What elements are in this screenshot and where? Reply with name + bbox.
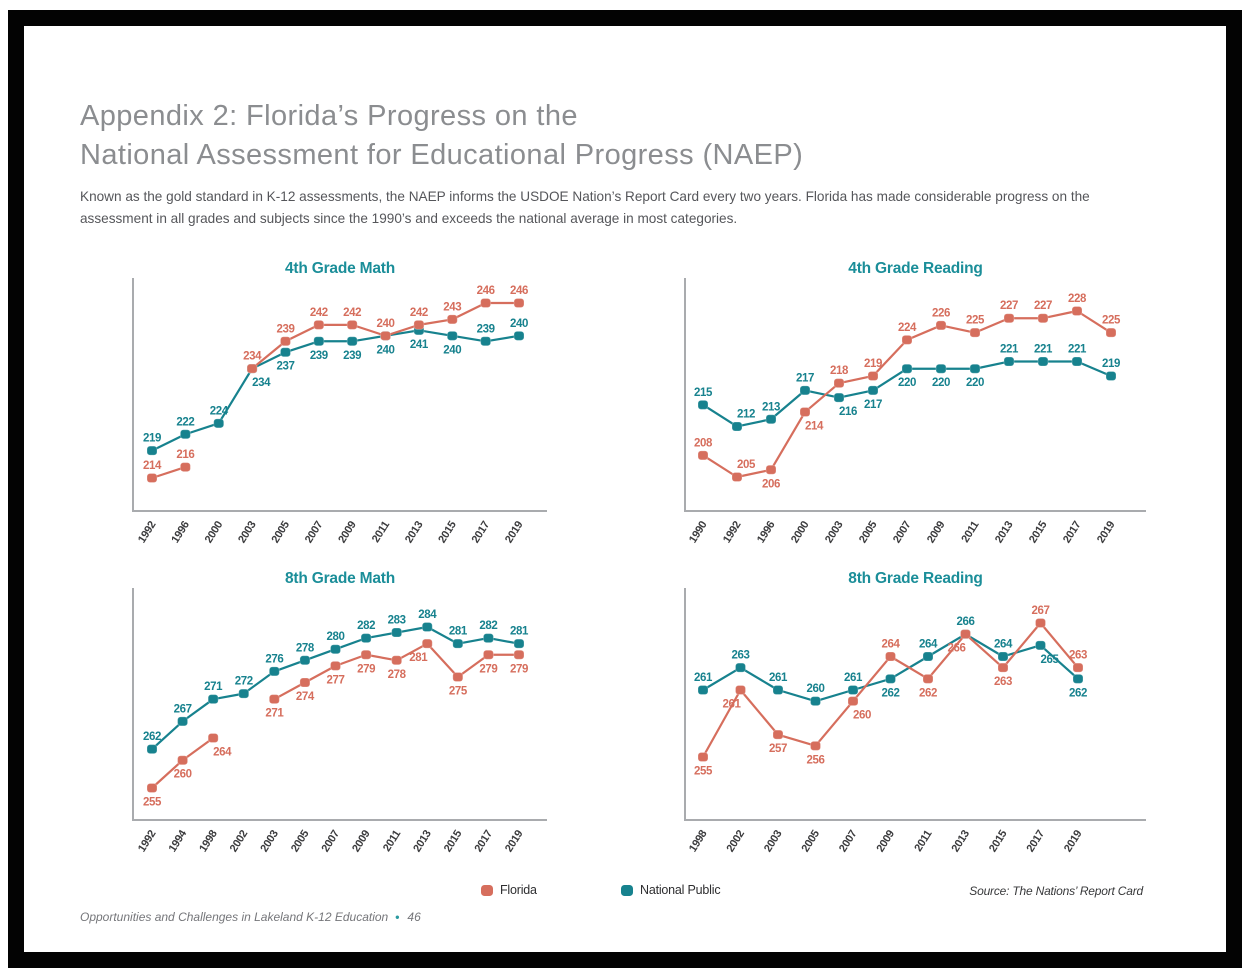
value-label: 225 (966, 314, 984, 327)
source-note: Source: The Nations’ Report Card (969, 884, 1143, 898)
data-point (269, 667, 279, 676)
value-label: 278 (387, 668, 406, 681)
value-label: 274 (295, 691, 314, 704)
legend-item-national-public (621, 883, 720, 897)
data-point (178, 756, 188, 765)
data-point (936, 364, 946, 373)
value-label: 242 (309, 306, 328, 319)
value-label: 221 (1068, 343, 1086, 356)
data-point (381, 331, 391, 340)
x-tick-label: 2011 (381, 828, 404, 854)
value-label: 281 (409, 652, 428, 665)
value-label: 262 (919, 687, 937, 700)
value-label: 219 (143, 432, 161, 445)
value-label: 264 (213, 746, 232, 759)
data-point (1004, 314, 1014, 323)
value-label: 279 (510, 663, 528, 676)
data-point (1038, 314, 1048, 323)
data-point (923, 674, 933, 683)
value-label: 267 (173, 703, 192, 716)
data-point (178, 717, 188, 726)
data-point (868, 386, 878, 395)
data-point (766, 465, 776, 474)
value-label: 261 (722, 698, 741, 711)
x-tick-label: 1996 (755, 519, 778, 546)
value-label: 237 (276, 360, 295, 373)
chart-4th-grade-math (110, 251, 562, 563)
data-point (1036, 619, 1046, 628)
data-point (902, 335, 912, 344)
x-tick-label: 2005 (288, 828, 312, 855)
data-point (970, 364, 980, 373)
value-label: 263 (994, 676, 1012, 689)
chart-title: 4th Grade Reading (848, 260, 983, 277)
value-label: 220 (966, 377, 984, 390)
data-point (300, 656, 310, 665)
value-label: 215 (694, 386, 712, 399)
value-label: 260 (173, 768, 192, 781)
value-label: 212 (737, 408, 755, 421)
value-label: 216 (839, 406, 857, 419)
value-label: 265 (1040, 653, 1059, 666)
value-label: 224 (209, 405, 228, 418)
x-tick-label: 2017 (1061, 519, 1084, 546)
legend-item-florida (481, 883, 537, 897)
value-label: 218 (830, 365, 848, 378)
data-point (848, 686, 858, 695)
x-tick-label: 2009 (925, 519, 948, 546)
value-label: 260 (853, 709, 871, 722)
data-point (392, 656, 402, 665)
x-tick-label: 2013 (993, 519, 1016, 546)
data-point (834, 393, 844, 402)
x-tick-label: 2005 (799, 828, 823, 855)
value-label: 264 (919, 638, 937, 651)
value-label: 219 (864, 357, 882, 370)
x-tick-label: 2003 (762, 828, 785, 855)
data-point (392, 628, 402, 637)
value-label: 206 (762, 478, 780, 491)
value-label: 262 (881, 687, 900, 700)
value-label: 264 (994, 638, 1012, 651)
data-point (483, 634, 493, 643)
x-tick-label: 2013 (411, 828, 434, 855)
data-point (936, 321, 946, 330)
value-label: 234 (243, 350, 262, 363)
data-point (481, 299, 491, 308)
x-tick-label: 2002 (724, 828, 748, 855)
data-point (361, 650, 371, 659)
florida-series-swatch (481, 885, 493, 896)
value-label: 262 (143, 731, 161, 744)
value-label: 239 (276, 323, 295, 336)
data-point (1072, 357, 1082, 366)
data-point (868, 371, 878, 380)
legend-label: National Public (640, 883, 721, 897)
value-label: 279 (357, 663, 376, 676)
value-label: 271 (265, 707, 284, 720)
data-point (147, 745, 157, 754)
x-tick-label: 2019 (503, 828, 526, 855)
x-tick-label: 1992 (721, 519, 744, 546)
x-tick-label: 1998 (687, 828, 710, 855)
x-tick-label: 2013 (402, 519, 426, 546)
data-point (811, 697, 821, 706)
data-point (483, 650, 493, 659)
data-point (834, 379, 844, 388)
data-point (208, 734, 218, 743)
series-florida (143, 285, 528, 483)
value-label: 263 (1069, 649, 1087, 662)
value-label: 246 (476, 285, 495, 297)
data-point (886, 652, 896, 661)
data-point (214, 419, 224, 428)
x-tick-label: 2011 (912, 828, 935, 854)
x-tick-label: 1990 (687, 519, 710, 546)
data-point (453, 672, 463, 681)
data-point (447, 331, 457, 340)
value-label: 240 (376, 317, 395, 330)
value-label: 221 (1034, 343, 1052, 356)
value-label: 240 (443, 344, 462, 357)
x-tick-label: 2003 (236, 519, 259, 546)
value-label: 276 (265, 653, 284, 666)
x-tick-label: 2017 (472, 828, 495, 855)
value-label: 281 (448, 625, 467, 638)
x-tick-label: 2005 (269, 519, 292, 546)
data-point (1004, 357, 1014, 366)
value-label: 255 (143, 796, 161, 809)
data-point (698, 686, 708, 695)
chart-8th-grade-math (110, 561, 562, 873)
data-point (732, 473, 742, 482)
value-label: 240 (376, 344, 395, 357)
value-label: 219 (1102, 357, 1120, 370)
data-point (1073, 674, 1083, 683)
data-point (998, 652, 1008, 661)
value-label: 272 (234, 675, 253, 688)
value-label: 234 (252, 377, 271, 390)
value-label: 220 (898, 377, 916, 390)
chart-4th-grade-reading (668, 251, 1162, 563)
x-tick-label: 2009 (350, 828, 373, 855)
data-point (1036, 641, 1046, 650)
series-national-public (694, 344, 1120, 431)
data-point (414, 320, 424, 329)
data-point (180, 463, 190, 472)
data-point (447, 315, 457, 324)
footer-dot: • (395, 910, 400, 924)
data-point (732, 422, 742, 431)
value-label: 243 (443, 301, 462, 314)
data-point (269, 695, 279, 704)
value-label: 281 (510, 625, 528, 638)
data-point (1072, 307, 1082, 316)
x-tick-label: 2003 (823, 519, 846, 546)
data-point (970, 328, 980, 337)
x-tick-label: 2015 (987, 828, 1010, 855)
value-label: 224 (898, 321, 916, 334)
data-point (773, 686, 783, 695)
value-label: 239 (309, 349, 328, 362)
x-tick-label: 2017 (1024, 828, 1048, 855)
value-label: 222 (176, 416, 195, 429)
value-label: 257 (769, 743, 787, 756)
x-tick-label: 2003 (258, 828, 281, 855)
value-label: 267 (1031, 605, 1050, 617)
x-tick-label: 2019 (1062, 828, 1085, 855)
x-tick-label: 2007 (837, 828, 860, 855)
data-point (1073, 663, 1083, 672)
value-label: 225 (1102, 314, 1120, 327)
data-point (514, 650, 524, 659)
value-label: 284 (418, 609, 437, 621)
intro-paragraph: Known as the gold standard in K-12 assessments, the NAEP informs the USDOE Nation’s Report Card every two years. Florida has made considerable progress on the assessment in all grades and subjects since the 1990’s and exceeds the national average in most categories. (80, 189, 1090, 226)
chart-canvas (668, 251, 1162, 563)
x-tick-label: 2007 (302, 519, 326, 546)
data-point (736, 663, 746, 672)
data-point (280, 337, 290, 346)
data-point (773, 730, 783, 739)
x-tick-label: 2007 (891, 519, 914, 546)
value-label: 208 (694, 437, 712, 450)
x-tick-label: 1992 (136, 519, 159, 546)
value-label: 279 (479, 663, 498, 676)
x-tick-label: 2009 (874, 828, 898, 855)
x-tick-label: 2013 (949, 828, 973, 855)
value-label: 241 (409, 338, 428, 351)
chart-canvas (110, 561, 562, 873)
data-point (902, 364, 912, 373)
data-point (800, 408, 810, 417)
value-label: 221 (1000, 343, 1018, 356)
data-point (147, 474, 157, 483)
value-label: 266 (956, 616, 975, 629)
value-label: 242 (343, 306, 362, 319)
x-tick-label: 2019 (503, 519, 526, 546)
data-point (886, 674, 896, 683)
value-label: 266 (947, 642, 966, 655)
x-tick-label: 1994 (166, 828, 190, 855)
value-label: 261 (844, 672, 862, 684)
value-label: 283 (387, 614, 406, 627)
value-label: 228 (1068, 293, 1086, 305)
data-point (147, 446, 157, 455)
data-point (180, 430, 190, 439)
data-point (1038, 357, 1048, 366)
value-label: 261 (694, 672, 712, 684)
x-tick-label: 2002 (227, 828, 251, 855)
footer-text: Opportunities and Challenges in Lakeland K-12 Education (80, 910, 389, 924)
data-point (314, 320, 324, 329)
data-point (481, 337, 491, 346)
chart-title: 8th Grade Math (284, 570, 396, 587)
series-florida (143, 639, 528, 808)
value-label: 262 (1069, 687, 1087, 700)
value-label: 239 (343, 349, 362, 362)
value-label: 214 (805, 420, 823, 433)
value-label: 240 (510, 317, 528, 330)
data-point (1106, 328, 1116, 337)
chart-canvas (668, 561, 1162, 873)
value-label: 217 (796, 372, 814, 385)
value-label: 282 (357, 620, 376, 633)
page-number: 46 (407, 910, 421, 924)
data-point (331, 661, 341, 670)
x-tick-label: 2011 (369, 519, 393, 545)
data-point (422, 639, 432, 648)
data-point (1106, 371, 1116, 380)
data-point (998, 663, 1008, 672)
page-title-line2: National Assessment for Educational Progress (NAEP) (80, 139, 804, 171)
data-point (300, 678, 310, 687)
x-tick-label: 2017 (469, 519, 493, 546)
series-line (152, 330, 519, 450)
value-label: 277 (326, 674, 345, 687)
value-label: 216 (176, 449, 195, 462)
x-tick-label: 2005 (857, 519, 880, 546)
x-tick-label: 2015 (441, 828, 465, 855)
data-point (811, 741, 821, 750)
legend-label: Florida (500, 883, 537, 897)
data-point (514, 639, 524, 648)
value-label: 220 (932, 377, 950, 390)
x-tick-label: 2000 (202, 519, 226, 546)
data-point (347, 320, 357, 329)
data-point (208, 695, 218, 704)
x-tick-label: 2019 (1095, 519, 1118, 546)
x-tick-label: 2000 (789, 519, 812, 546)
data-point (361, 634, 371, 643)
value-label: 227 (1000, 300, 1018, 313)
chart-title: 8th Grade Reading (848, 570, 983, 587)
value-label: 246 (510, 285, 528, 297)
value-label: 264 (881, 638, 900, 651)
data-point (453, 639, 463, 648)
value-label: 261 (769, 672, 787, 684)
value-label: 255 (694, 765, 712, 778)
page-title-line1: Appendix 2: Florida’s Progress on the (80, 100, 578, 132)
data-point (422, 623, 432, 632)
x-tick-label: 2015 (436, 519, 459, 546)
value-label: 280 (326, 631, 345, 644)
x-tick-label: 1998 (197, 828, 220, 855)
data-point (698, 753, 708, 762)
value-label: 227 (1034, 300, 1052, 313)
data-point (247, 364, 257, 373)
chart-canvas (110, 251, 562, 563)
data-point (347, 337, 357, 346)
x-tick-label: 2011 (959, 519, 982, 545)
page-title (80, 97, 803, 175)
data-point (766, 415, 776, 424)
chart-title: 4th Grade Math (284, 260, 396, 277)
value-label: 205 (737, 459, 755, 471)
data-point (961, 630, 971, 639)
value-label: 214 (143, 460, 161, 472)
page-footer (80, 910, 421, 924)
value-label: 217 (864, 398, 882, 411)
data-point (698, 400, 708, 409)
series-national-public (143, 318, 528, 455)
x-tick-label: 1996 (169, 519, 192, 546)
value-label: 278 (295, 642, 314, 655)
value-label: 242 (409, 306, 428, 319)
data-point (800, 386, 810, 395)
x-tick-label: 2007 (319, 828, 343, 855)
data-point (239, 689, 249, 698)
data-point (736, 686, 746, 695)
x-tick-label: 2015 (1027, 519, 1050, 546)
value-label: 263 (731, 649, 750, 662)
national-public-series-swatch (621, 885, 633, 896)
value-label: 256 (806, 754, 825, 767)
chart-8th-grade-reading (668, 561, 1162, 873)
series-florida (694, 293, 1121, 490)
value-label: 226 (932, 307, 950, 320)
data-point (848, 697, 858, 706)
data-point (314, 337, 324, 346)
value-label: 275 (448, 685, 467, 698)
value-label: 271 (204, 681, 223, 694)
data-point (698, 451, 708, 460)
x-tick-label: 1992 (136, 828, 159, 855)
x-tick-label: 2009 (336, 519, 359, 546)
value-label: 239 (476, 323, 495, 336)
data-point (147, 784, 157, 793)
data-point (331, 645, 341, 654)
value-label: 213 (762, 401, 780, 414)
data-point (923, 652, 933, 661)
data-point (514, 299, 524, 308)
data-point (514, 331, 524, 340)
value-label: 282 (479, 620, 498, 633)
value-label: 260 (806, 683, 825, 696)
data-point (280, 348, 290, 357)
